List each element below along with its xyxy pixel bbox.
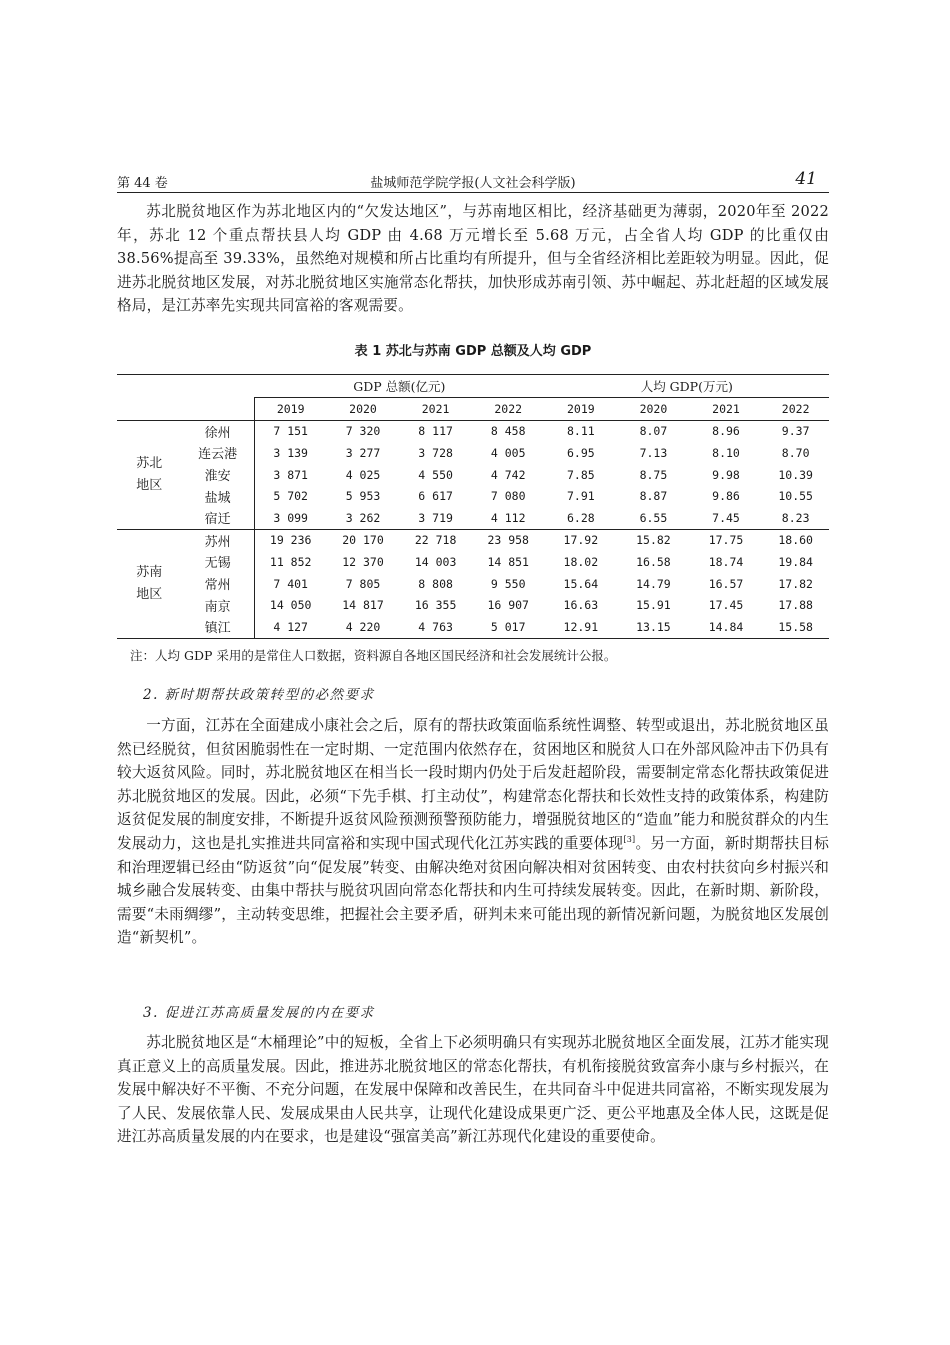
- table-cell: 14.79: [636, 576, 671, 591]
- table-row: [117, 594, 829, 616]
- table-cell: 7 401: [273, 576, 308, 591]
- year-header: 2020: [327, 398, 400, 421]
- table-cell: 18.02: [563, 554, 599, 569]
- city-header-blank: [182, 398, 255, 421]
- year-header: 2021: [690, 398, 763, 421]
- table-row: [117, 573, 829, 595]
- table-cell: 9.98: [712, 467, 740, 482]
- table-row: [117, 485, 829, 507]
- region-header-blank: [117, 398, 182, 421]
- section-heading-3: 3. 促进江苏高质量发展的内在要求: [143, 1005, 375, 1021]
- table-row: [117, 529, 829, 551]
- table-cell: 4 763: [399, 616, 472, 638]
- table-cell: 6 617: [418, 489, 453, 504]
- table-cell: 8.75: [639, 467, 668, 482]
- table-cell: 4 127: [254, 616, 327, 638]
- volume-label: 第 44 卷: [117, 176, 168, 191]
- year-header: 2022: [762, 398, 829, 421]
- table-cell: 3 719: [399, 507, 472, 529]
- table-cell: 19.84: [778, 554, 813, 569]
- table-cell: 18.60: [778, 533, 813, 548]
- region-label-part: 苏南: [136, 564, 163, 580]
- table-cell: 7.85: [566, 467, 595, 482]
- body-paragraph-1: 苏北脱贫地区作为苏北地区内的“欠发达地区”，与苏南地区相比，经济基础更为薄弱，2020年至 2022 年，苏北 12 个重点帮扶县人均 GDP 由 4.68 万元增长至 5.68 万元，占全省人均 GDP 的比重仅由 38.56%提高至 39.33%，虽然绝对规模和所占比重均有所提升，但与全省经济相比差距较为明显。因此，促进苏北脱贫地区发展，对苏北脱贫地区实施常态化帮扶，加快形成苏南引领、苏中崛起、苏北赶超的区域发展格局，是江苏率先实现共同富裕的客观需要。: [117, 203, 829, 315]
- table-cell: 6.55: [617, 507, 690, 529]
- table-cell: 15.82: [636, 533, 671, 548]
- table-cell: 18.74: [708, 554, 744, 569]
- table-cell: 8.07: [639, 424, 668, 439]
- table-cell: 15.58: [762, 616, 829, 638]
- table-corner: [117, 375, 254, 398]
- page-number: 41: [795, 169, 817, 189]
- table-cell: 14 851: [487, 554, 529, 569]
- table-cell: 16.63: [563, 598, 599, 613]
- table-cell: 3 262: [327, 507, 400, 529]
- region-label: [117, 529, 182, 638]
- table-cell: 8.70: [781, 445, 810, 460]
- region-label-part: 地区: [136, 477, 163, 493]
- table-cell: 15.91: [636, 598, 671, 613]
- body-paragraph-3: 苏北脱贫地区是“木桶理论”中的短板，全省上下必须明确只有实现苏北脱贫地区全面发展，江苏才能实现真正意义上的高质量发展。因此，推进苏北脱贫地区的常态化帮扶，有机衔接脱贫致富奔小康与乡村振兴，在发展中解决好不平衡、不充分问题，在发展中保障和改善民生，在共同奋斗中促进共同富裕，不断实现发展为了人民、发展依靠人民、发展成果由人民共享，让现代化建设成果更广泛、更公平地惠及全体人民，这既是促进江苏高质量发展的内在要求，也是建设“强富美高”新江苏现代化建设的重要使命。: [117, 1034, 829, 1146]
- table-row: [117, 616, 829, 638]
- table-cell: 16.57: [708, 576, 744, 591]
- year-header: 2020: [617, 398, 690, 421]
- table-cell: 3 099: [254, 507, 327, 529]
- table-cell: 17.92: [563, 533, 599, 548]
- table-cell: 5 702: [273, 489, 308, 504]
- table-cell: 9.86: [712, 489, 740, 504]
- group-header-gdp-per-capita: 人均 GDP(万元): [545, 375, 829, 398]
- table-cell: 9.37: [781, 424, 810, 439]
- table-cell: 7 320: [345, 424, 381, 439]
- table-cell: 4 742: [490, 467, 526, 482]
- table-cell: 7 080: [490, 489, 526, 504]
- table-cell: 16 355: [414, 598, 457, 613]
- table-cell: 4 112: [472, 507, 545, 529]
- body-paragraph-2: [117, 714, 829, 950]
- paragraph-2-text-b: 。另一方面，新时期帮扶目标和治理逻辑已经由“防返贫”向“促发展”转变、由解决绝对贫困向解决相对贫困转变、由农村扶贫向乡村振兴和城乡融合发展转变、由集中帮扶与脱贫巩固向常态化帮扶和内生可持续发展转变。因此，在新时期、新阶段，需要“未雨绸缪”，主动转变思维，把握社会主要矛盾，研判未来可能出现的新情况新问题，为脱贫地区发展创造“新契机”。: [117, 834, 829, 947]
- table-cell: 4 025: [345, 467, 381, 482]
- table-cell: 15.64: [563, 576, 599, 591]
- table-row: [117, 464, 829, 486]
- table-cell: 3 871: [273, 467, 308, 482]
- region-label-part: 苏北: [136, 455, 163, 471]
- table-cell: 17.88: [778, 598, 813, 613]
- table-cell: 8.23: [762, 507, 829, 529]
- table-cell: 4 005: [490, 445, 526, 460]
- journal-title: 盐城师范学院学报(人文社会科学版): [370, 176, 576, 191]
- table-cell: 22 718: [414, 533, 457, 548]
- table-cell: 6.28: [545, 507, 618, 529]
- table-row: [117, 507, 829, 529]
- citation-ref[interactable]: [3]: [623, 834, 636, 844]
- region-label: [117, 420, 182, 529]
- table-cell: 10.55: [778, 489, 813, 504]
- table-caption: 表 1 苏北与苏南 GDP 总额及人均 GDP: [354, 344, 592, 359]
- gdp-table: [117, 374, 829, 639]
- table-row: [117, 420, 829, 442]
- table-cell: 23 958: [487, 533, 529, 548]
- table-cell: 11 852: [269, 554, 312, 569]
- paragraph-2-text-a: 一方面，江苏在全面建成小康社会之后，原有的帮扶政策面临系统性调整、转型或退出，苏北脱贫地区虽然已经脱贫，但贫困脆弱性在一定时期、一定范围内依然存在，贫困地区和脱贫人口在外部风险冲击下仍具有较大返贫风险。同时，苏北脱贫地区在相当长一段时期内仍处于后发赶超阶段，需要制定常态化帮扶政策促进苏北脱贫地区的发展。因此，必须“下先手棋、打主动仗”，构建常态化帮扶和长效性支持的政策体系，构建防返贫促发展的制度安排，不断提升返贫风险预测预警预防能力，增强脱贫地区的“造血”能力和脱贫群众的内生发展动力，这也是扎实推进共同富裕和实现中国式现代化江苏实践的重要体现: [117, 717, 829, 852]
- table-cell: 4 550: [418, 467, 453, 482]
- table-cell: 10.39: [778, 467, 813, 482]
- table-cell: 20 170: [342, 533, 384, 548]
- table-cell: 3 139: [273, 445, 308, 460]
- page-header: [117, 170, 829, 194]
- table-cell: 16.58: [636, 554, 671, 569]
- table-cell: 13.15: [617, 616, 690, 638]
- table-cell: 7.13: [639, 445, 668, 460]
- table-cell: 7.45: [690, 507, 763, 529]
- table-cell: 14 003: [414, 554, 457, 569]
- table-cell: 17.82: [778, 576, 813, 591]
- city-label: 常州: [182, 573, 255, 595]
- city-label: 盐城: [182, 485, 255, 507]
- table-cell: 17.75: [708, 533, 744, 548]
- table-cell: 7 805: [345, 576, 381, 591]
- table-cell: 8.87: [639, 489, 668, 504]
- table-cell: 4 220: [327, 616, 400, 638]
- table-cell: 3 277: [345, 445, 381, 460]
- table-header-row-group: [117, 375, 829, 398]
- year-header: 2021: [399, 398, 472, 421]
- city-label: 镇江: [182, 616, 255, 638]
- table-cell: 7.91: [566, 489, 595, 504]
- year-header: 2019: [545, 398, 618, 421]
- table-cell: 9 550: [490, 576, 526, 591]
- table-cell: 8.11: [566, 424, 595, 439]
- table-row: [117, 551, 829, 573]
- table-cell: 7 151: [273, 424, 308, 439]
- group-header-gdp-total: GDP 总额(亿元): [254, 375, 544, 398]
- table-cell: 8.96: [712, 424, 740, 439]
- table-cell: 14 817: [342, 598, 384, 613]
- table-header-row-years: [117, 398, 829, 421]
- city-label: 无锡: [182, 551, 255, 573]
- table-cell: 12.91: [545, 616, 618, 638]
- city-label: 徐州: [182, 420, 255, 442]
- year-header: 2022: [472, 398, 545, 421]
- table-cell: 6.95: [566, 445, 595, 460]
- table-cell: 8 458: [490, 424, 526, 439]
- city-label: 淮安: [182, 464, 255, 486]
- city-label: 连云港: [182, 442, 255, 464]
- section-heading-2: 2. 新时期帮扶政策转型的必然要求: [143, 687, 375, 703]
- city-label: 宿迁: [182, 507, 255, 529]
- table-cell: 8 117: [418, 424, 453, 439]
- table-cell: 17.45: [708, 598, 744, 613]
- table-cell: 8 808: [418, 576, 453, 591]
- year-header: 2019: [254, 398, 327, 421]
- header-divider: [117, 192, 829, 193]
- table-cell: 8.10: [712, 445, 740, 460]
- table-cell: 14.84: [690, 616, 763, 638]
- table-cell: 16 907: [487, 598, 529, 613]
- city-label: 苏州: [182, 529, 255, 551]
- city-label: 南京: [182, 594, 255, 616]
- table-note: 注：人均 GDP 采用的是常住人口数据，资料源自各地区国民经济和社会发展统计公报。: [130, 648, 617, 663]
- table-cell: 5 017: [472, 616, 545, 638]
- table-cell: 12 370: [342, 554, 384, 569]
- table-row: [117, 442, 829, 464]
- table-cell: 3 728: [418, 445, 453, 460]
- table-cell: 19 236: [269, 533, 312, 548]
- table-cell: 5 953: [345, 489, 381, 504]
- table-cell: 14 050: [269, 598, 312, 613]
- region-label-part: 地区: [136, 586, 163, 602]
